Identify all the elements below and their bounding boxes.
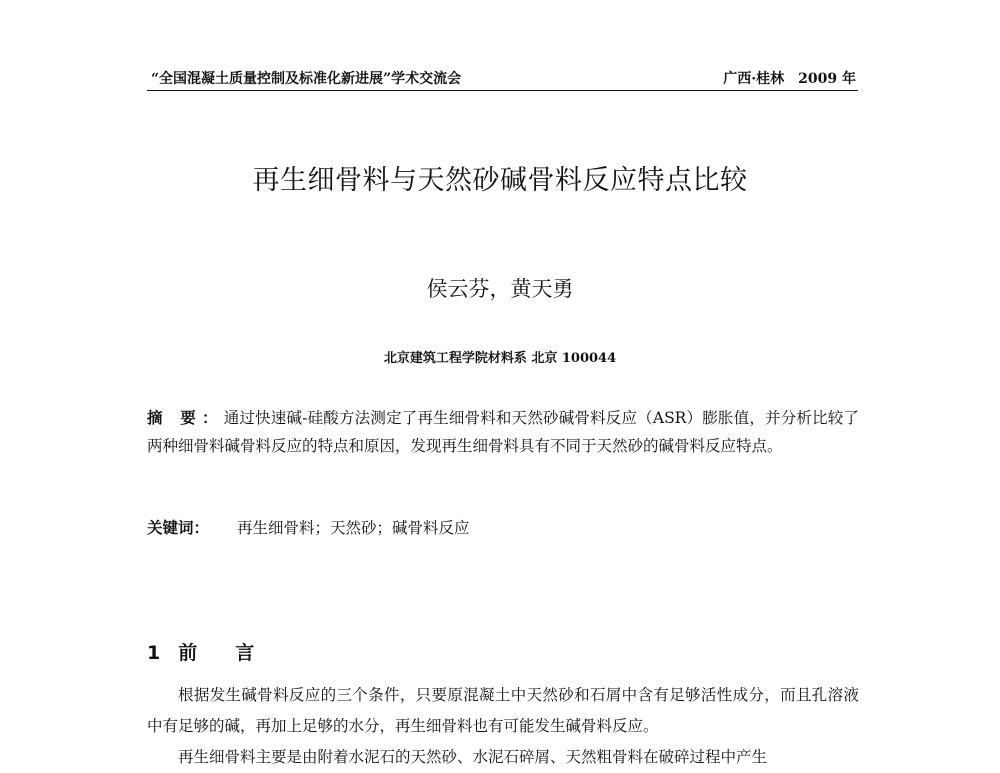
section-number: 1 (147, 642, 161, 664)
paragraph: 根据发生碱骨料反应的三个条件，只要原混凝土中天然砂和石屑中含有足够活性成分，而且孔溶液中有足够的碱，再加上足够的水分，再生细骨料也有可能发生碱骨料反应。 (147, 686, 859, 735)
keywords (147, 515, 859, 541)
abstract-label: 摘 要： (147, 408, 224, 427)
author-affiliation: 北京建筑工程学院材料系 北京 100044 (383, 351, 617, 366)
location-year: 广西·桂林 2009 年 (723, 71, 856, 87)
paper-authors: 侯云芬，黄天勇 (426, 277, 574, 301)
section-body (147, 680, 859, 773)
conference-name: “全国混凝土质量控制及标准化新进展”学术交流会 (151, 71, 462, 87)
paper-title: 再生细骨料与天然砂碱骨料反应特点比较 (252, 165, 748, 196)
keywords-text: 再生细骨料；天然砂；碱骨料反应 (237, 519, 470, 537)
abstract-text: 通过快速碱-硅酸方法测定了再生细骨料和天然砂碱骨料反应（ASR）膨胀值，并分析比较了两种细骨料碱骨料反应的特点和原因，发现再生细骨料具有不同于天然砂的碱骨料反应特点。 (147, 409, 859, 455)
keywords-label: 关键词： (147, 518, 210, 537)
section-heading (147, 638, 292, 665)
section-title: 前言 (178, 642, 293, 664)
running-header (147, 64, 858, 91)
abstract (147, 404, 859, 460)
paragraph: 再生细骨料主要是由附着水泥石的天然砂、水泥石碎屑、天然粗骨料在破碎过程中产生 (178, 748, 768, 766)
